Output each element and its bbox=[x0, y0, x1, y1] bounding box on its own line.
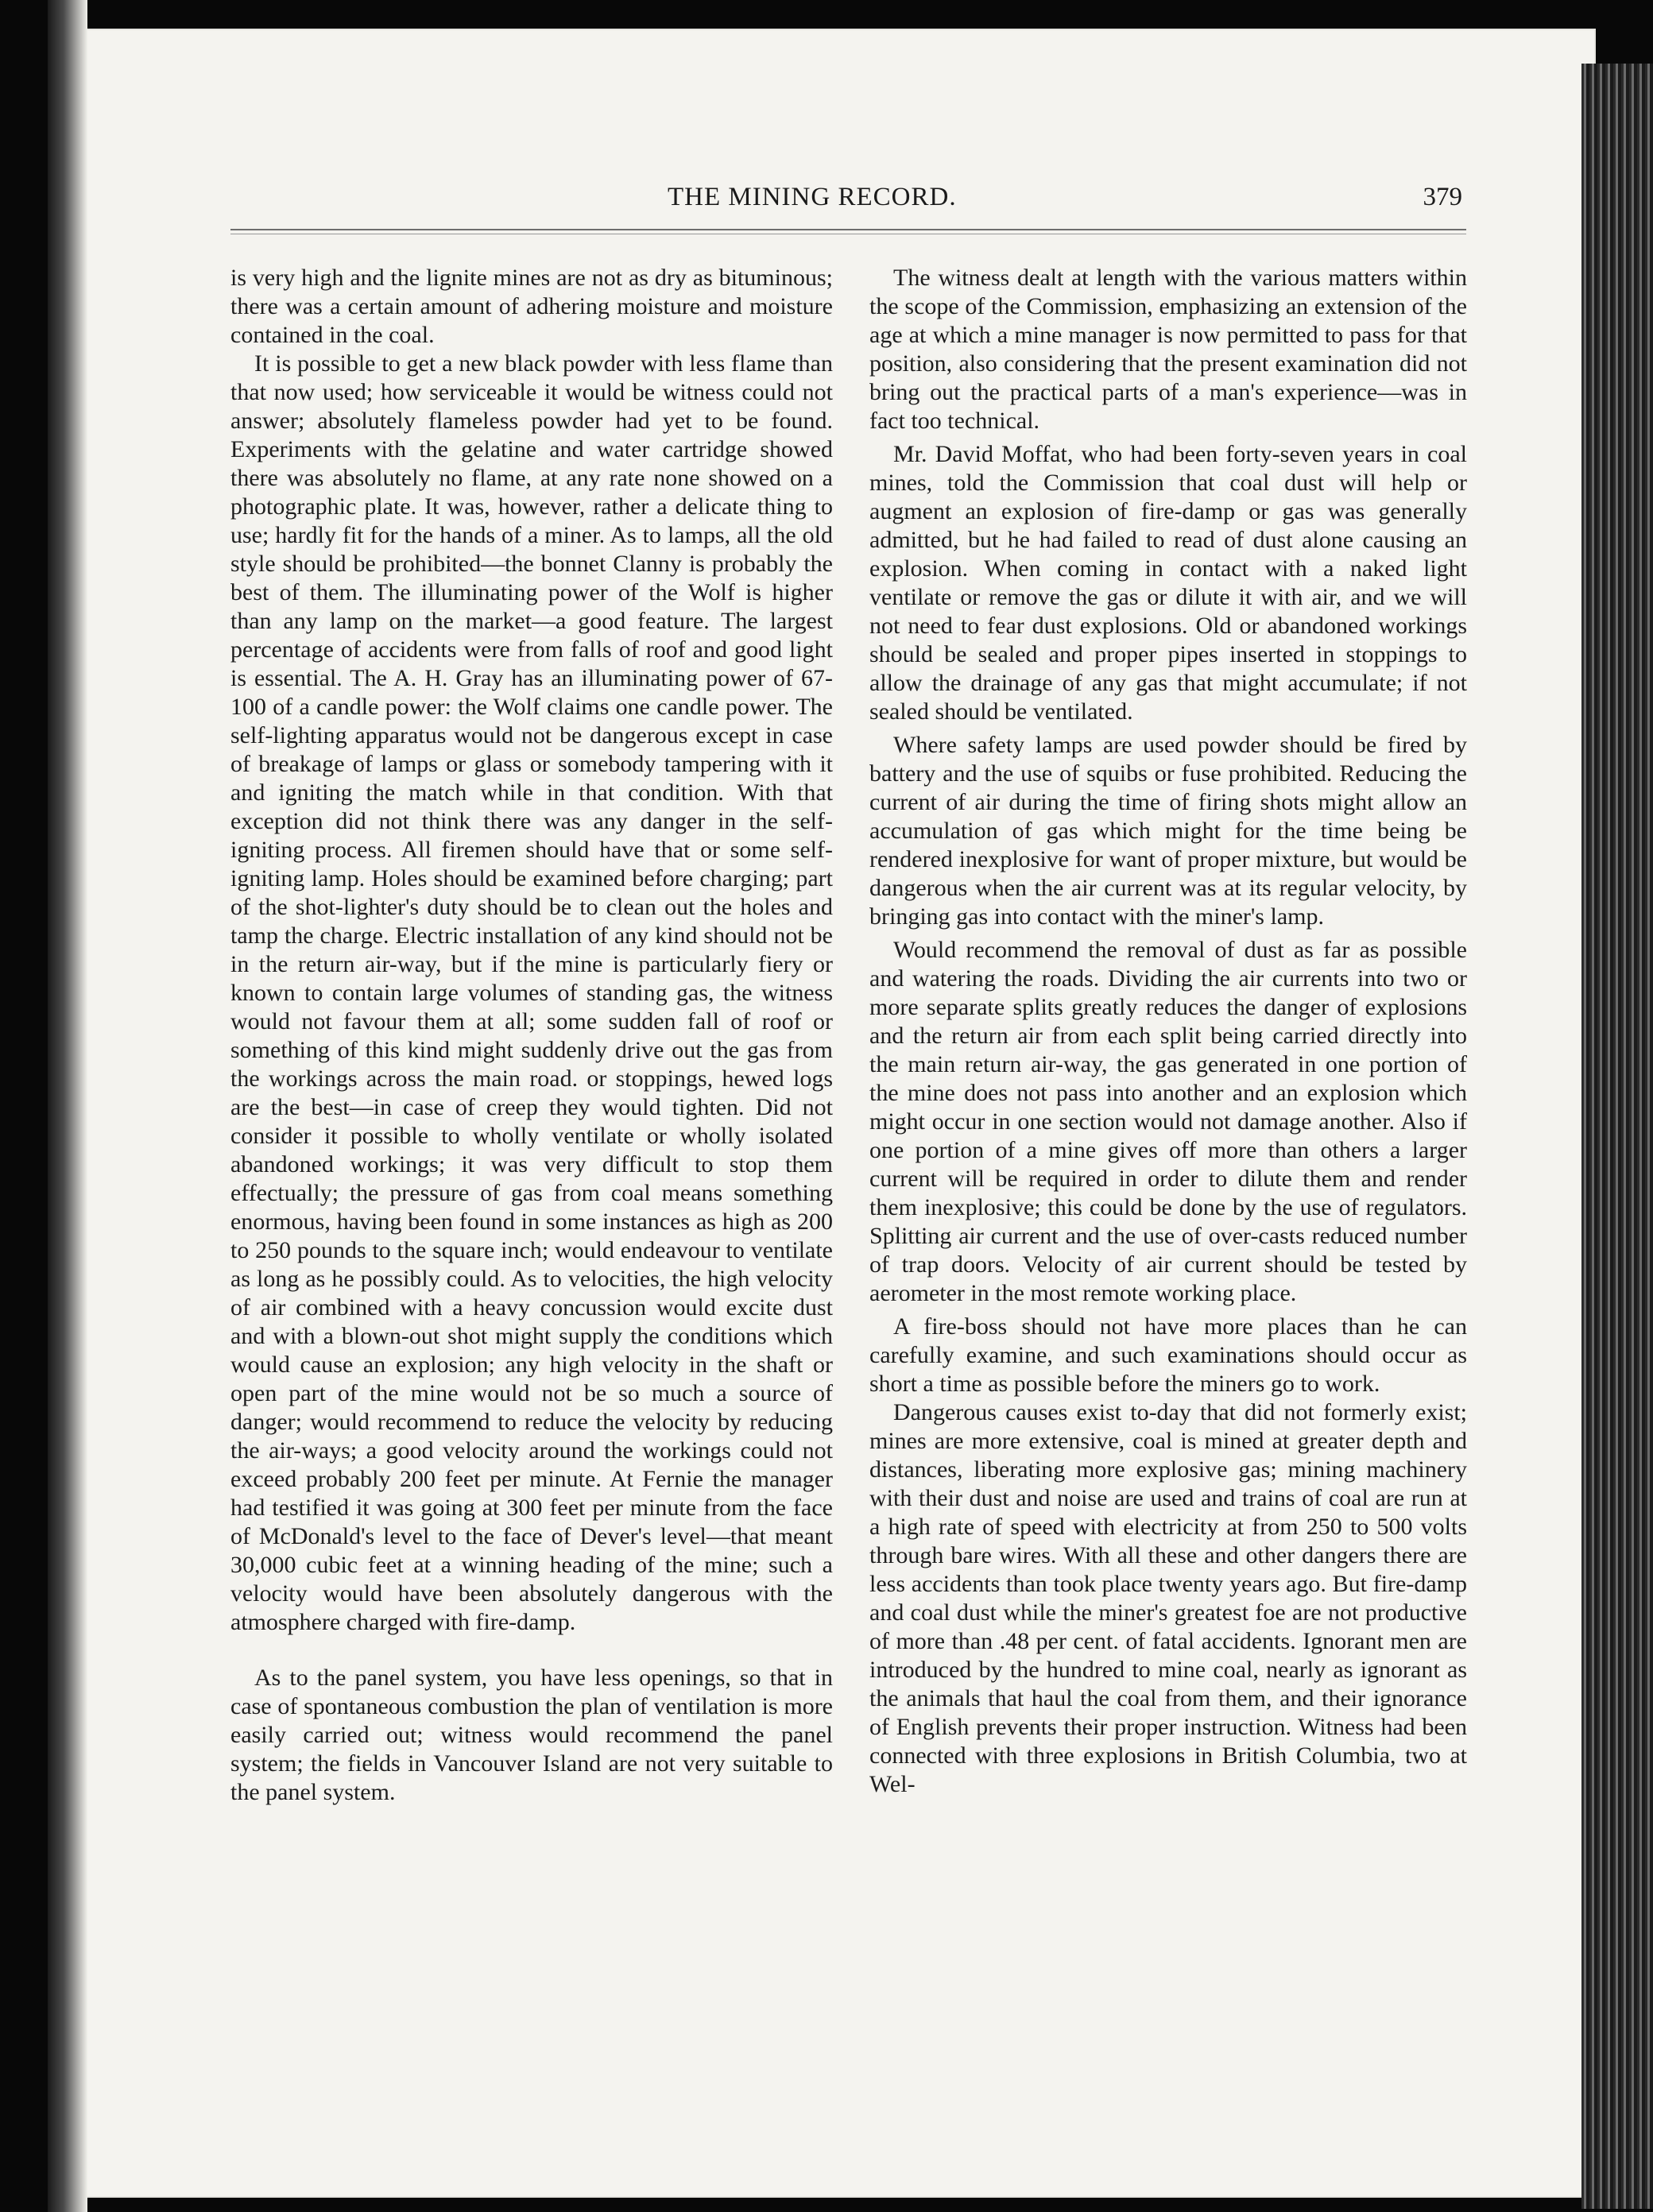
journal-title: THE MINING RECORD. bbox=[668, 183, 957, 211]
page-stack-edge bbox=[1581, 64, 1653, 2209]
right-column bbox=[869, 264, 1467, 1799]
paragraph: Where safety lamps are used powder should be fired by battery and the use of squibs or fuse prohibited. Reducing the current of air during the time of firing shots might allow an accumulation of gas which might for the time being be rendered inexplosive for want of proper mixture, but would be dangerous when the air current was at its regular velocity, by bringing gas into contact with the miner's lamp. bbox=[869, 732, 1467, 930]
paragraph: Mr. David Moffat, who had been forty-seven years in coal mines, told the Commission that coal dust will help or augment an explosion of fire-damp or gas was generally admitted, but he had failed to read of dust alone causing an explosion. When coming in contact with a naked light ventilate or remove the gas or dilute it with air, and we will not need to fear dust explosions. Old or abandoned workings should be sealed and proper pipes inserted in stoppings to allow the drainage of any gas that might accumulate; if not sealed should be ventilated. bbox=[869, 441, 1467, 725]
paragraph: is very high and the lignite mines are not as dry as bituminous; there was a certain amount of adhering moisture and moisture contained in the coal. bbox=[230, 265, 833, 348]
page-number: 379 bbox=[1423, 183, 1462, 211]
header-rule bbox=[230, 229, 1466, 234]
paragraph: It is possible to get a new black powder with less flame than that now used; how serviceable it would be witness could not answer; absolutely flameless powder had yet to be found. Experiments with the gelatine and water cartridge showed there was absolutely no flame, at any rate none showed on a photographic plate. It was, however, rather a delicate thing to use; hardly fit for the hands of a miner. As to lamps, all the old style should be prohibited—the bonnet Clanny is probably the best of them. The illuminating power of the Wolf is higher than any lamp on the market—a good feature. The largest percentage of accidents were from falls of roof and good light is essential. The A. H. Gray has an illuminating power of 67-100 of a candle power: the Wolf claims one candle power. The self-lighting apparatus would not be dangerous except in case of breakage of lamps or glass or somebody tampering with it and igniting the match while in that condition. With that exception did not think there was any danger in the self-igniting process. All firemen should have that or some self-igniting lamp. Holes should be examined before charging; part of the shot-lighter's duty should be to clean out the holes and tamp the charge. Electric installation of any kind should not be in the return air-way, but if the mine is particularly fiery or known to contain large volumes of standing gas, the witness would not favour them at all; some sudden fall of roof or something of this kind might suddenly drive out the gas from the workings across the main road. or stoppings, hewed logs are the best—in case of creep they would tighten. Did not consider it possible to wholly ventilate or wholly isolated abandoned workings; it was very difficult to stop them effectually; the pressure of gas from coal means something enormous, having been found in some instances as high as 200 to 250 pounds to the square inch; would endeavour to ventilate as long as he possibly could. As to velocities, the high velocity of air combined with a heavy concussion would excite dust and with a blown-out shot might supply the conditions which would cause an explosion; any high velocity in the shaft or open part of the mine would not be so much a source of danger; would recommend to reduce the velocity by reducing the air-ways; a good velocity around the workings could not exceed probably 200 feet per minute. At Fernie the manager had testified it was going at 300 feet per minute from the face of McDonald's level to the face of Dever's level—that meant 30,000 cubic feet at a winning heading of the mine; such a velocity would have been absolutely dangerous with the atmosphere charged with fire-damp. bbox=[230, 350, 833, 1635]
paragraph: The witness dealt at length with the various matters within the scope of the Commission, emphasizing an extension of the age at which a mine manager is now permitted to pass for that position, also considering that the present examination did not bring out the practical parts of a man's experience—was in fact too technical. bbox=[869, 265, 1467, 434]
running-head bbox=[230, 183, 1462, 222]
left-column bbox=[230, 264, 833, 1807]
paragraph: Dangerous causes exist to-day that did not formerly exist; mines are more extensive, coal is mined at greater depth and distances, liberating more explosive gas; mining machinery with their dust and noise are used and trains of coal are run at a high rate of speed with electricity at from 250 to 500 volts through bare wires. With all these and other dangers there are less accidents than took place twenty years ago. But fire-damp and coal dust while the miner's greatest foe are not productive of more than .48 per cent. of fatal accidents. Ignorant men are introduced by the hundred to mine coal, nearly as ignorant as the animals that haul the coal from them, and their ignorance of English prevents their proper instruction. Witness had been connected with three explosions in British Columbia, two at Wel- bbox=[869, 1399, 1467, 1797]
paragraph: Would recommend the removal of dust as far as possible and watering the roads. Dividing the air currents into two or more separate splits greatly reduces the danger of explosions and the return air from each split being carried directly into the main return air-way, the gas generated in one portion of the mine does not pass into another and an explosion which might occur in one section would not damage another. Also if one portion of a mine gives off more than others a larger current will be required in order to dilute them and render them inexplosive; this could be done by the use of regulators. Splitting air current and the use of over-casts reduced number of trap doors. Velocity of air current should be tested by aerometer in the most remote working place. bbox=[869, 937, 1467, 1306]
paragraph: A fire-boss should not have more places than he can carefully examine, and such examinations should occur as short a time as possible before the miners go to work. bbox=[869, 1313, 1467, 1397]
paragraph: As to the panel system, you have less openings, so that in case of spontaneous combustion the plan of ventilation is more easily carried out; witness would recommend the panel system; the fields in Vancouver Island are not very suitable to the panel system. bbox=[230, 1665, 833, 1805]
binding-gutter bbox=[48, 0, 87, 2212]
